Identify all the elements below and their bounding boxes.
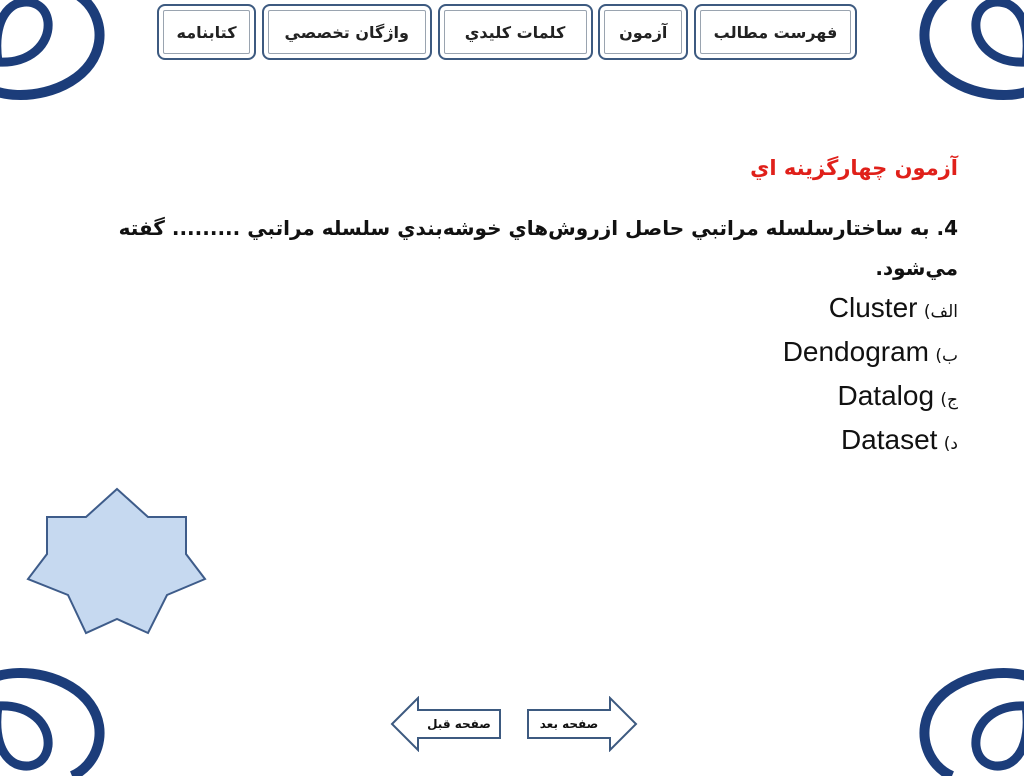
- next-page-label: صفحه بعد: [539, 717, 599, 731]
- option-d-text: Dataset: [840, 424, 938, 455]
- top-navigation: [157, 4, 857, 60]
- option-b-text: Dendogram: [782, 336, 929, 367]
- option-c-label: ج): [940, 390, 958, 410]
- option-d[interactable]: [98, 420, 958, 464]
- star-icon: [26, 487, 208, 637]
- corner-ornament-top-right: [902, 0, 1024, 102]
- option-b[interactable]: [98, 332, 958, 376]
- option-a-text: Cluster: [828, 292, 918, 323]
- exam-content: [98, 148, 958, 464]
- answer-options: [98, 288, 958, 464]
- next-page-button[interactable]: [526, 696, 638, 752]
- glossary-button[interactable]: واژگان تخصصي: [262, 4, 432, 60]
- option-a[interactable]: [98, 288, 958, 332]
- left-arrow-icon: [390, 696, 502, 752]
- right-arrow-icon: [526, 696, 638, 752]
- exam-title: آزمون چهارگزينه اي: [750, 156, 958, 180]
- option-c-text: Datalog: [837, 380, 935, 411]
- references-button[interactable]: كتابنامه: [157, 4, 256, 60]
- option-b-label: ب): [935, 346, 958, 366]
- option-d-label: د): [943, 434, 958, 454]
- previous-page-button[interactable]: [390, 696, 502, 752]
- corner-ornament-bottom-right: [902, 666, 1024, 776]
- exam-button[interactable]: آزمون: [598, 4, 688, 60]
- option-a-label: الف): [923, 302, 958, 322]
- previous-page-label: صفحه قبل: [427, 717, 491, 731]
- corner-ornament-top-left: [0, 0, 122, 102]
- table-of-contents-button[interactable]: فهرست مطالب: [694, 4, 857, 60]
- option-c[interactable]: [98, 376, 958, 420]
- corner-ornament-bottom-left: [0, 666, 122, 776]
- keywords-button[interactable]: كلمات كليدي: [438, 4, 593, 60]
- question-text: 4. به ساختارسلسله مراتبي حاصل ازروش‌هاي خوشه‌بندي سلسله مراتبي ......... گفته مي‌شود.: [118, 216, 958, 280]
